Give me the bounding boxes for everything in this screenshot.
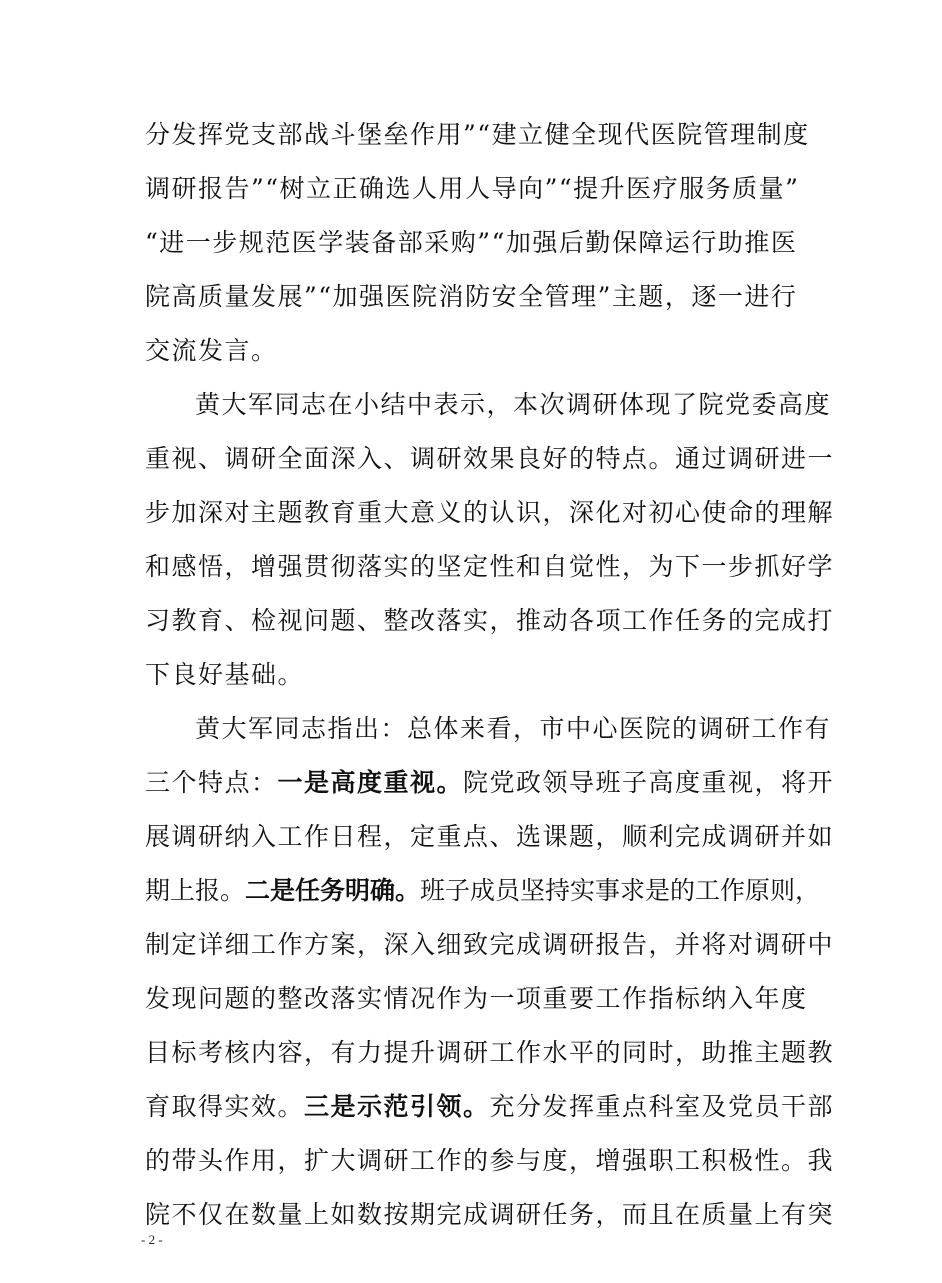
text-line: 重视、调研全面深入、调研效果良好的特点。通过调研进一 <box>145 444 835 473</box>
paragraph-1 <box>145 108 810 378</box>
text-line: 步加深对主题教育重大意义的认识，深化对初心使命的理解 <box>145 498 835 527</box>
text-line: 院高质量发展”“加强医院消防安全管理”主题，逐一进行 <box>145 282 798 311</box>
text-line: 习教育、检视问题、整改落实，推动各项工作任务的完成打 <box>145 606 835 635</box>
text-span: 期上报。 <box>145 876 246 905</box>
text-span: 院党政领导班子高度重视，将开 <box>463 768 835 797</box>
text-line: 院不仅在数量上如数按期完成调研任务，而且在质量上有突 <box>145 1200 835 1229</box>
text-line: 交流发言。 <box>145 336 278 365</box>
bold-heading-3: 三是示范引领。 <box>304 1092 490 1121</box>
text-span: 充分发挥重点科室及党员干部 <box>489 1092 835 1121</box>
text-line <box>145 756 835 810</box>
text-span: 班子成员坚持实事求是的工作原则， <box>420 876 821 905</box>
text-span: 三个特点： <box>145 768 278 797</box>
text-line: 黄大军同志指出：总体来看，市中心医院的调研工作有 <box>195 714 832 743</box>
text-line: 黄大军同志在小结中表示，本次调研体现了院党委高度 <box>195 390 832 419</box>
text-line: 的带头作用，扩大调研工作的参与度，增强职工积极性。我 <box>145 1146 835 1175</box>
text-line: 调研报告”“树立正确选人用人导向”“提升医疗服务质量” <box>145 174 800 203</box>
text-line: 发现问题的整改落实情况作为一项重要工作指标纳入年度 <box>145 984 808 1013</box>
text-span: 育取得实效。 <box>145 1092 305 1121</box>
bold-heading-1: 一是高度重视。 <box>277 768 464 797</box>
text-line <box>145 1080 835 1134</box>
page-number: - 2 - <box>141 1232 163 1247</box>
body-text <box>145 108 835 1242</box>
bold-heading-2: 二是任务明确。 <box>245 876 421 905</box>
text-line: 展调研纳入工作日程，定重点、选课题，顺利完成调研并如 <box>145 822 835 851</box>
text-line: 目标考核内容，有力提升调研工作水平的同时，助推主题教 <box>145 1038 835 1067</box>
paragraph-3 <box>145 702 835 1242</box>
text-line: 制定详细工作方案，深入细致完成调研报告，并将对调研中 <box>145 930 835 959</box>
text-line: 分发挥党支部战斗堡垒作用”“建立健全现代医院管理制度 <box>145 120 810 149</box>
text-line: “进一步规范医学装备部采购”“加强后勤保障运行助推医 <box>145 228 798 257</box>
text-line <box>145 864 821 918</box>
text-line: 下良好基础。 <box>145 660 305 689</box>
text-line: 和感悟，增强贯彻落实的坚定性和自觉性，为下一步抓好学 <box>145 552 835 581</box>
paragraph-2 <box>145 378 835 702</box>
